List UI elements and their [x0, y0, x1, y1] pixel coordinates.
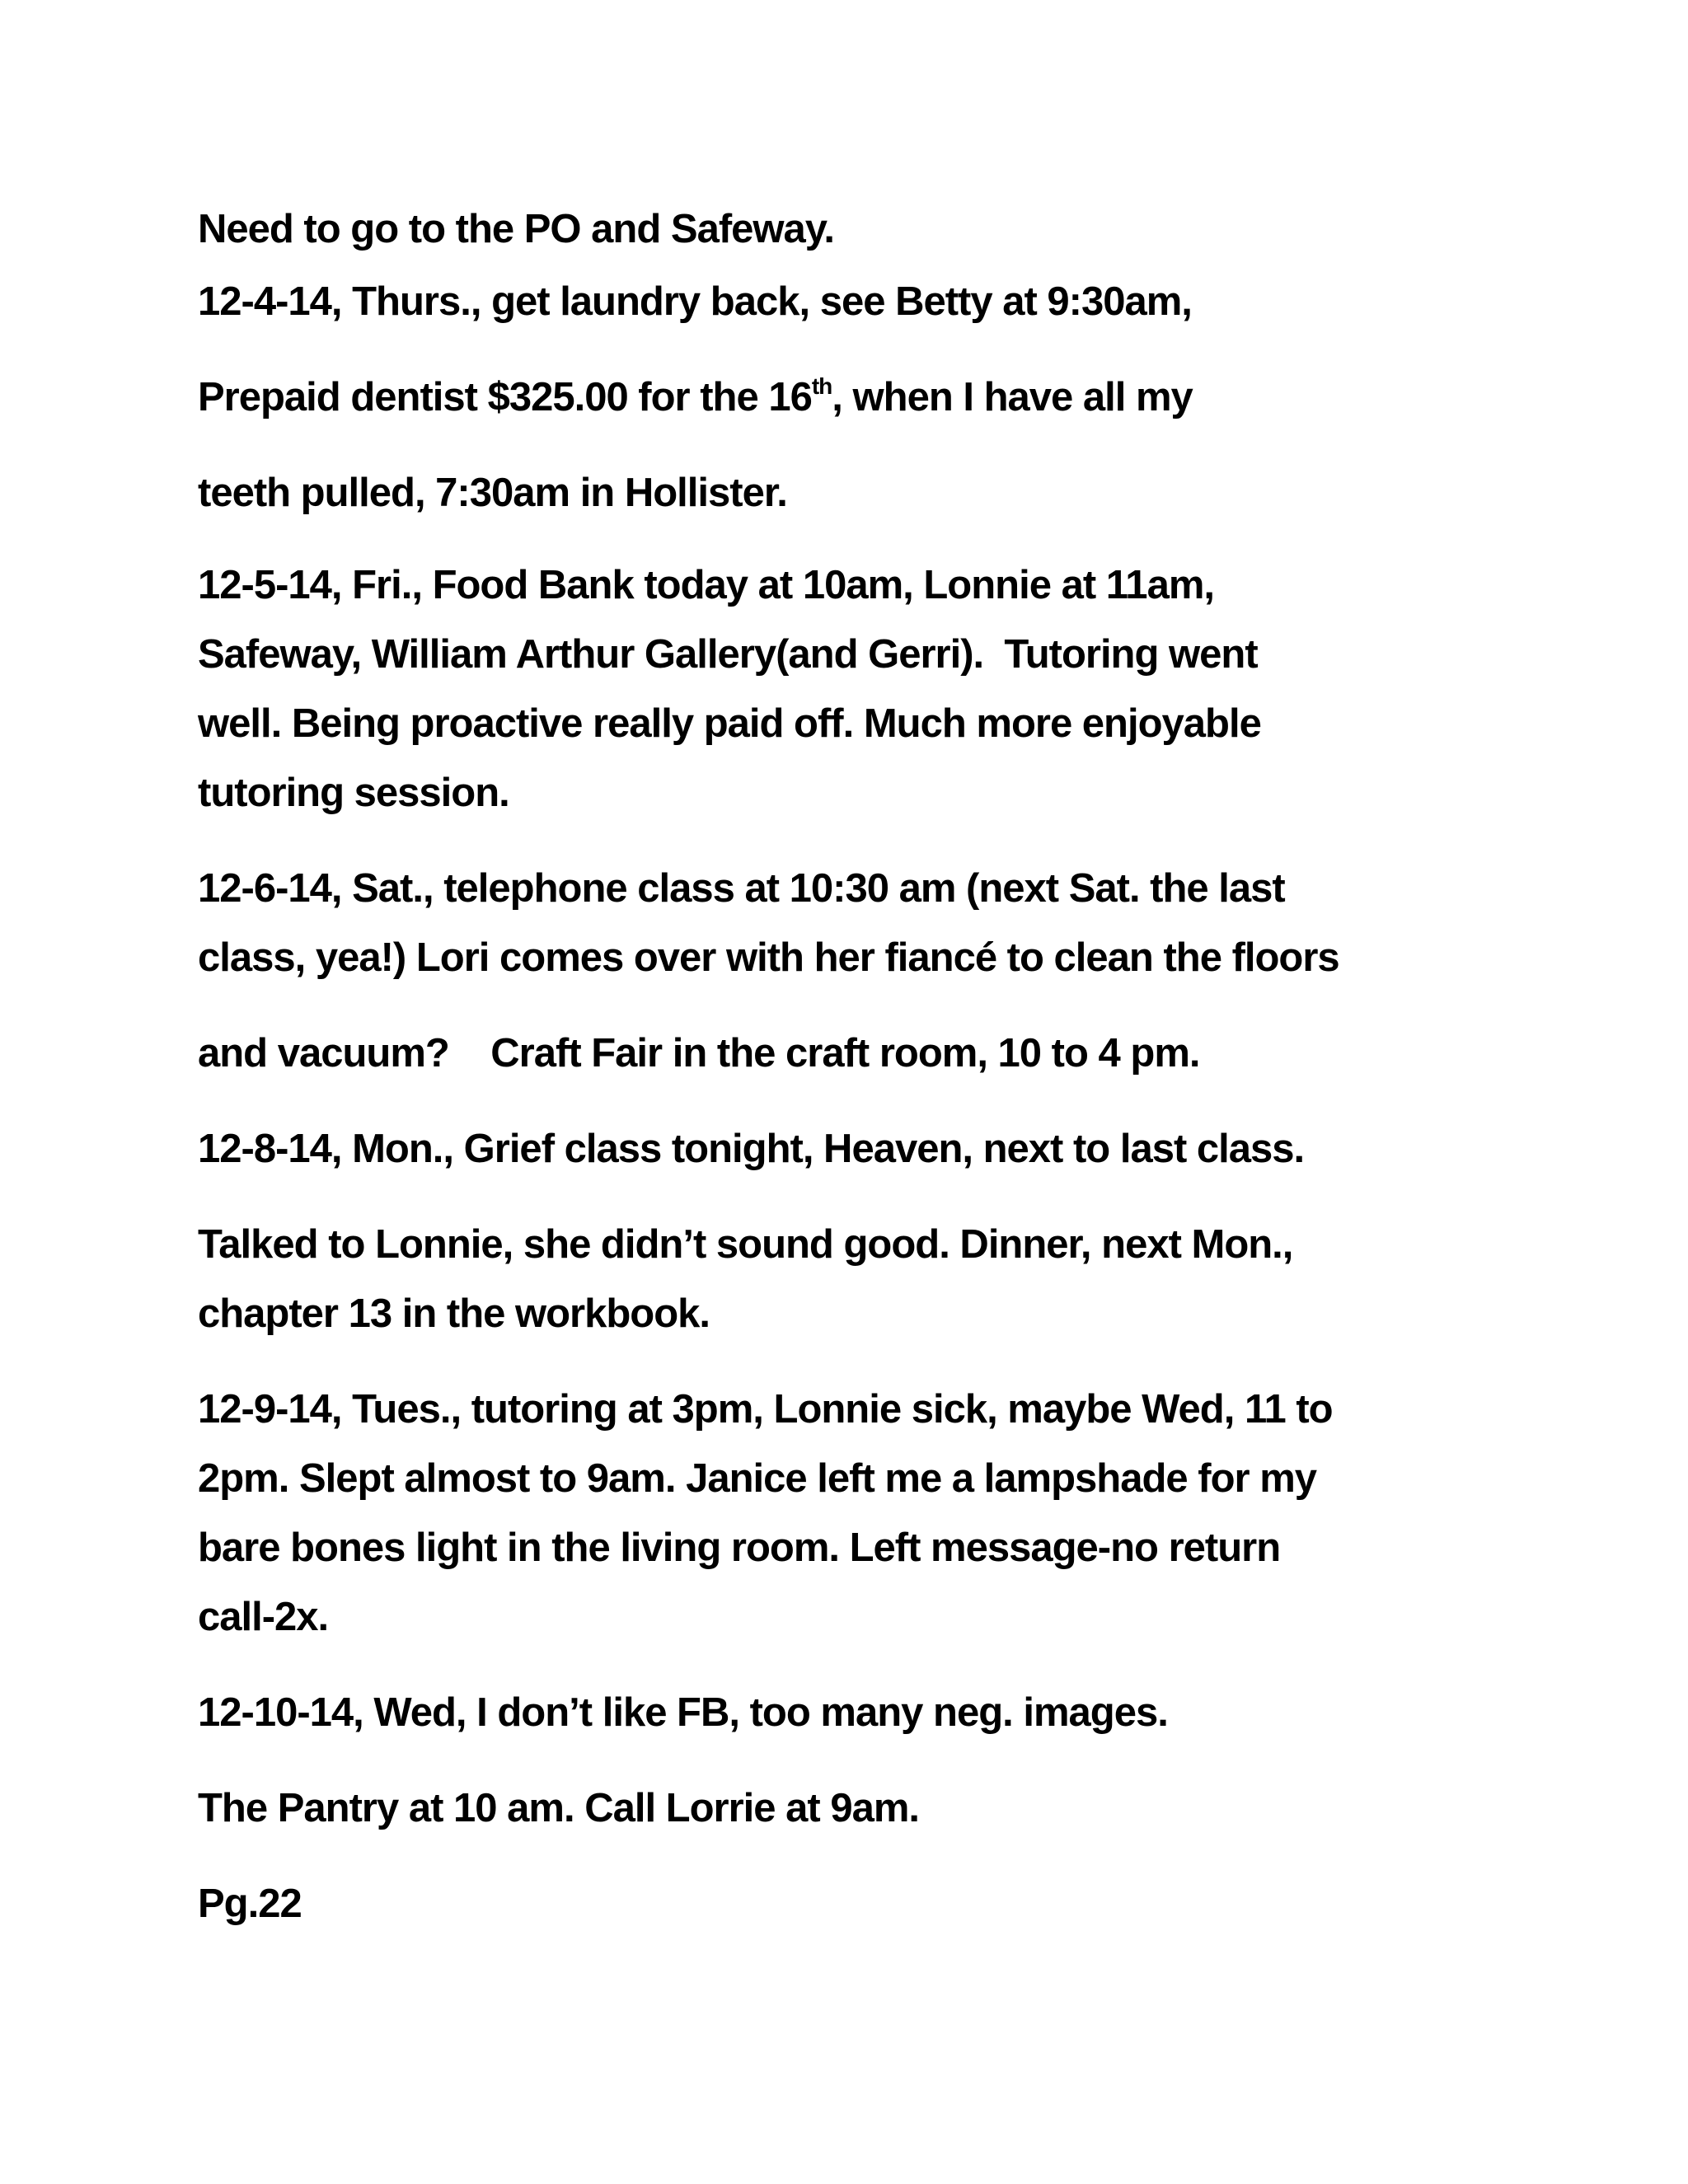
text-line-12-4-14: 12-4-14, Thurs., get laundry back, see Betty at 9:30am,	[198, 279, 1192, 324]
text-line-talked-lonnie: Talked to Lonnie, she didn’t sound good. Dinner, next Mon.,	[198, 1222, 1293, 1267]
text-line-lori-fiance: class, yea!) Lori comes over with her fiancé to clean the floors	[198, 935, 1339, 980]
text-line-call-2x: call-2x.	[198, 1595, 329, 1639]
page-number: Pg.22	[198, 1882, 302, 1926]
text-line-prepaid-dentist	[198, 373, 1193, 428]
text-line-12-5-14: 12-5-14, Fri., Food Bank today at 10am, Lonnie at 11am,	[198, 563, 1214, 607]
text-line-po-safeway: Need to go to the PO and Safeway.	[198, 207, 834, 251]
text-line-teeth-pulled: teeth pulled, 7:30am in Hollister.	[198, 471, 787, 515]
text-line-12-6-14: 12-6-14, Sat., telephone class at 10:30 am (next Sat. the last	[198, 866, 1285, 911]
text-line-bare-bones-light: bare bones light in the living room. Left message-no return	[198, 1526, 1281, 1570]
text-line-12-9-14: 12-9-14, Tues., tutoring at 3pm, Lonnie sick, maybe Wed, 11 to	[198, 1387, 1333, 1432]
text-line-pantry: The Pantry at 10 am. Call Lorrie at 9am.	[198, 1786, 920, 1830]
text-line-safeway-gallery: Safeway, William Arthur Gallery(and Gerri). Tutoring went	[198, 632, 1258, 677]
text-line-slept-9am: 2pm. Slept almost to 9am. Janice left me a lampshade for my	[198, 1456, 1317, 1501]
text-line-proactive: well. Being proactive really paid off. Much more enjoyable	[198, 701, 1261, 746]
text-line-craft-fair: and vacuum? Craft Fair in the craft room, 10 to 4 pm.	[198, 1031, 1200, 1076]
prepaid-text-after: , when I have all my	[832, 375, 1193, 419]
prepaid-text-before: Prepaid dentist $325.00 for the 16	[198, 375, 812, 419]
text-line-chapter-13: chapter 13 in the workbook.	[198, 1291, 710, 1336]
text-line-12-10-14: 12-10-14, Wed, I don’t like FB, too many neg. images.	[198, 1690, 1168, 1735]
ordinal-superscript: th	[811, 373, 832, 399]
text-line-12-8-14: 12-8-14, Mon., Grief class tonight, Heaven, next to last class.	[198, 1127, 1305, 1171]
text-line-tutoring-session: tutoring session.	[198, 771, 509, 815]
